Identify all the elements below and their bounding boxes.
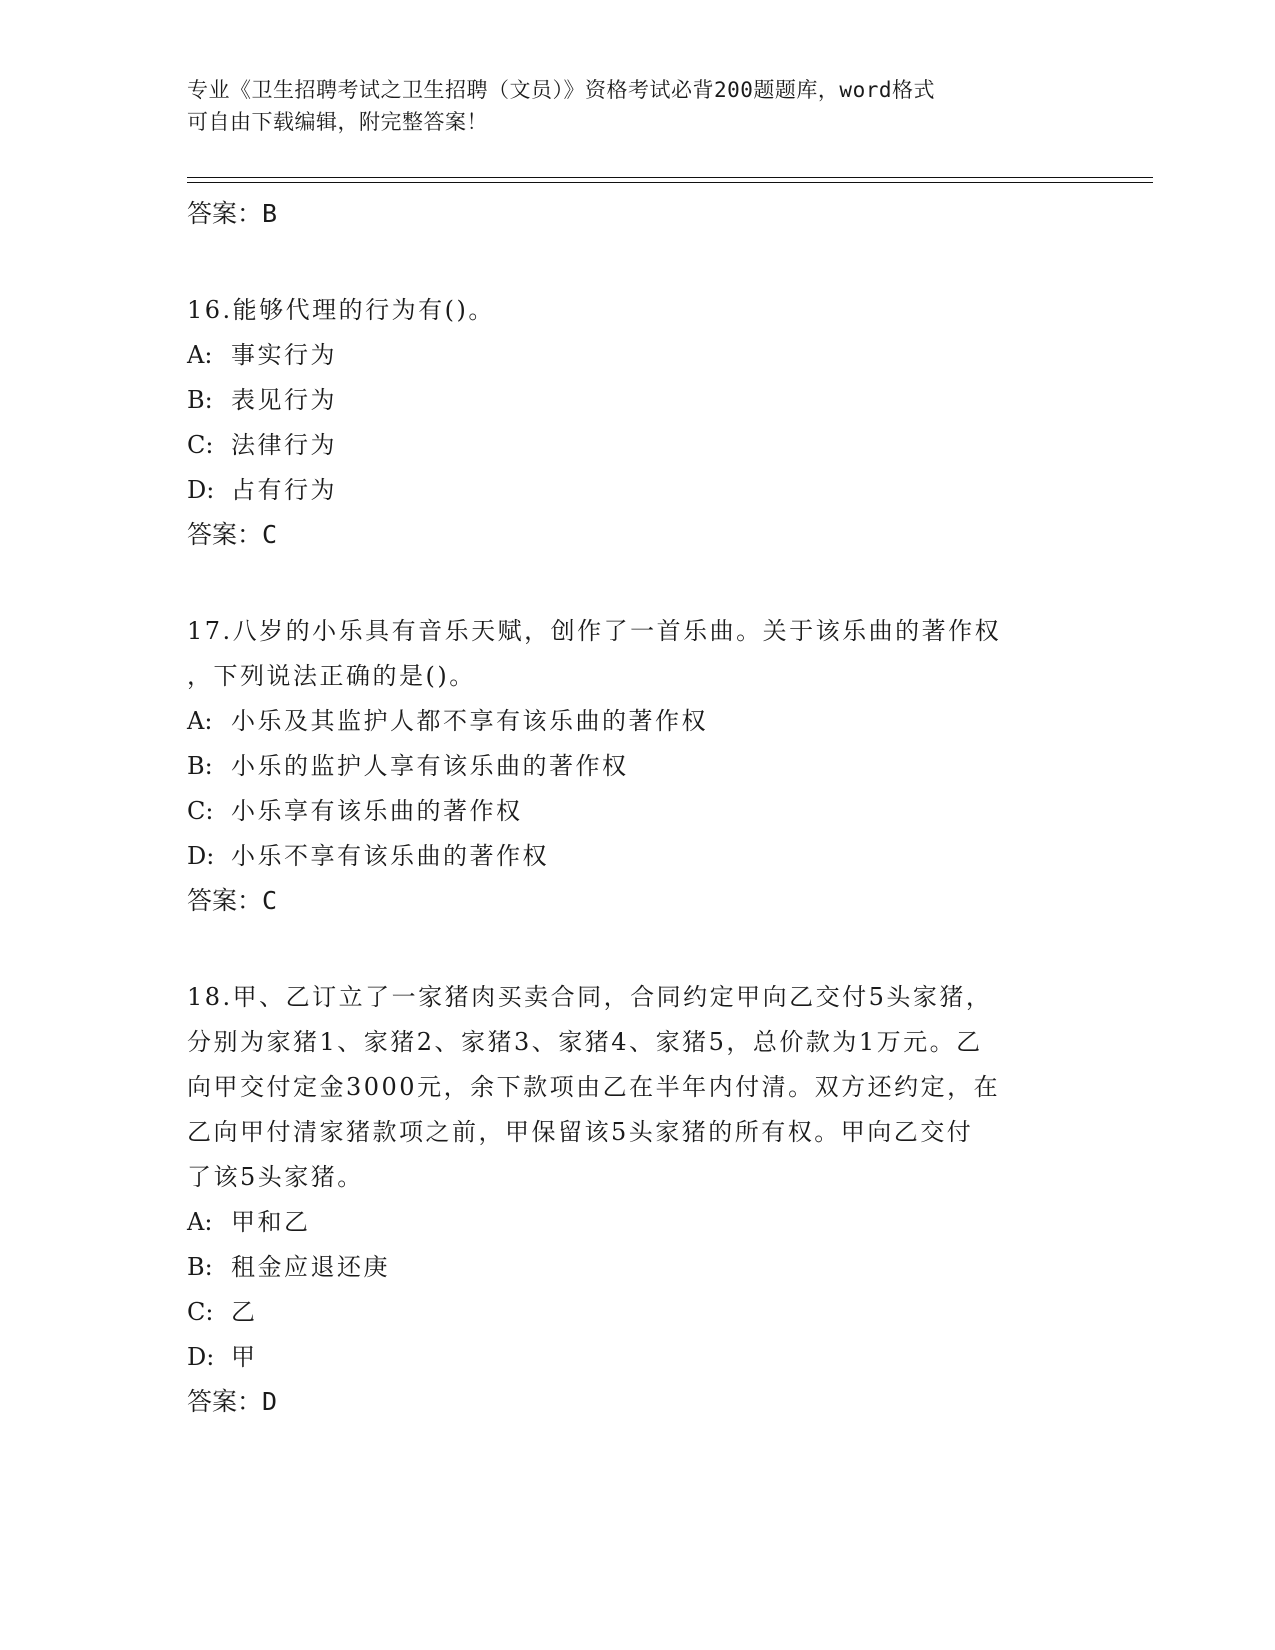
option-b [187, 378, 1127, 423]
option-d [187, 468, 1127, 513]
option-b [187, 1245, 1127, 1290]
option-key: C: [187, 797, 214, 825]
option-text: 甲 [231, 1343, 258, 1371]
option-text: 甲和乙 [231, 1208, 311, 1236]
option-c [187, 789, 1127, 834]
option-text: 法律行为 [231, 431, 337, 459]
option-a [187, 1200, 1127, 1245]
question-list [187, 192, 1127, 1424]
option-b [187, 744, 1127, 789]
question-stem: ，下列说法正确的是()。 [187, 662, 476, 690]
option-key: D: [187, 1343, 215, 1371]
option-c [187, 423, 1127, 468]
header-line-1: 专业《卫生招聘考试之卫生招聘（文员）》资格考试必背200题题库，word格式 [187, 78, 935, 102]
question-stem: 了该5头家猪。 [187, 1163, 364, 1191]
option-key: B: [187, 752, 213, 780]
question-stem: 乙向甲付清家猪款项之前，甲保留该5头家猪的所有权。甲向乙交付 [187, 1118, 974, 1146]
option-text: 小乐不享有该乐曲的著作权 [231, 842, 549, 870]
answer-label: 答案：C [187, 520, 278, 549]
option-text: 小乐及其监护人都不享有该乐曲的著作权 [231, 707, 708, 735]
answer-label: 答案：B [187, 199, 278, 228]
answer-label: 答案：C [187, 886, 278, 915]
option-key: A: [187, 1208, 213, 1236]
option-a [187, 333, 1127, 378]
option-text: 表见行为 [231, 386, 337, 414]
option-a [187, 699, 1127, 744]
option-key: B: [187, 386, 213, 414]
question-stem: 分别为家猪1、家猪2、家猪3、家猪4、家猪5，总价款为1万元。乙 [187, 1028, 983, 1056]
question-18 [187, 975, 1127, 1424]
option-text: 乙 [231, 1298, 258, 1326]
question-17 [187, 609, 1127, 923]
option-d [187, 1335, 1127, 1380]
option-text: 事实行为 [231, 341, 337, 369]
question-stem: 17.八岁的小乐具有音乐天赋，创作了一首乐曲。关于该乐曲的著作权 [187, 617, 1002, 645]
answer-label: 答案：D [187, 1387, 278, 1416]
option-text: 小乐享有该乐曲的著作权 [231, 797, 523, 825]
option-key: B: [187, 1253, 213, 1281]
header-line-2: 可自由下载编辑，附完整答案！ [187, 110, 488, 134]
option-key: C: [187, 431, 214, 459]
document-header [187, 74, 1067, 138]
option-c [187, 1290, 1127, 1335]
question-stem: 16.能够代理的行为有()。 [187, 296, 495, 324]
option-key: A: [187, 341, 213, 369]
option-text: 占有行为 [231, 476, 337, 504]
question-stem: 18.甲、乙订立了一家猪肉买卖合同，合同约定甲向乙交付5头家猪， [187, 983, 993, 1011]
option-key: D: [187, 842, 215, 870]
header-divider-bottom [187, 182, 1153, 183]
option-text: 租金应退还庚 [231, 1253, 390, 1281]
header-divider-top [187, 177, 1153, 178]
option-d [187, 834, 1127, 879]
option-key: D: [187, 476, 215, 504]
option-key: A: [187, 707, 213, 735]
option-text: 小乐的监护人享有该乐曲的著作权 [231, 752, 629, 780]
question-16 [187, 288, 1127, 557]
option-key: C: [187, 1298, 214, 1326]
question-stem: 向甲交付定金3000元，余下款项由乙在半年内付清。双方还约定，在 [187, 1073, 1001, 1101]
